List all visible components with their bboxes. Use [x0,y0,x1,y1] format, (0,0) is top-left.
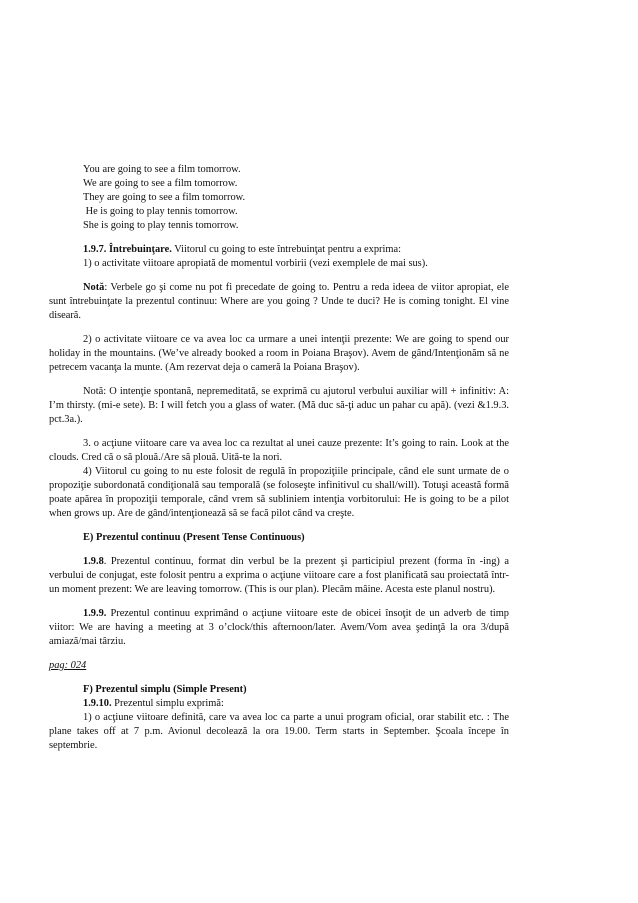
section-1-9-10 [49,697,509,711]
section-1-9-7 [49,243,509,271]
note-paragraph [49,281,509,323]
list-item: 3. o acţiune viitoare care va avea loc ca rezultat al unei cauze prezente: It’s going to rain. Look at the clouds. Cred că o să plouă./Are să plouă. Uită-te la nori. [49,438,509,463]
example-line: You are going to see a film tomorrow. [83,164,241,175]
list-item: 2) o activitate viitoare ce va avea loc ca urmare a unei intenţii prezente: We are going to spend our holiday in the mountains. (We’ve already booked a room in Poiana Braşov). Avem de gând/Intenţionăm să ne petrecem vacanţa la munte. (Am rezervat deja o cameră la Poiana Braşov). [49,334,509,373]
note-paragraph: Notă: O intenţie spontană, nepremeditată, se exprimă cu ajutorul verbului auxiliar will + infinitiv: A: I’m thirsty. (mi-e sete). B: I will fetch you a glass of water. (Mă duc să-ţi aduc un pahar cu apă). (vezi &1.9.3. pct.3a.). [49,386,509,425]
section-1-9-9 [49,607,509,649]
document-page [49,163,509,753]
note-label: Notă [83,282,105,293]
section-text: . Prezentul continuu, format din verbul be la prezent şi participiul prezent (forma în -ing) a verbului de conjugat, este folosit pentru a exprima o acţiune viitoare care a fost planificată sau proiectată într-un moment prezent: We are leaving tomorrow. (This is our plan). Plecăm mâine. Acesta este planul nostru). [49,556,509,595]
note-text: : Verbele go şi come nu pot fi precedate de going to. Pentru a reda ideea de viitor apropiat, ele sunt întrebuinţate la prezentul continuu: Where are you going ? Unde te duci? He is coming tonight. El vine diseară. [49,282,509,321]
list-item: 1) o activitate viitoare apropiată de momentul vorbirii (vezi exemplele de mai sus). [83,258,428,269]
section-text: Prezentul continuu exprimând o acţiune viitoare este de obicei însoţit de un adverb de timp viitor: We are having a meeting at 3 o’clock/this afternoon/later. Avem/Vom avea şedinţă la ora 3/după amiază/mai târziu. [49,608,509,647]
section-number: 1.9.8 [83,556,104,567]
section-text: Viitorul cu going to este întrebuinţat pentru a exprima: [171,244,401,255]
example-line: He is going to play tennis tomorrow. [83,206,238,217]
list-item: 1) o acţiune viitoare definită, care va avea loc ca parte a unui program oficial, orar stabilit etc. : The plane takes off at 7 p.m. Avionul decolează la ora 19.00. Term starts in September. Şcoala începe în septembrie. [49,712,509,751]
page-number-link[interactable]: pag: 024 [49,660,87,671]
section-1-9-8 [49,555,509,597]
section-number: 1.9.10. [83,698,112,709]
example-line: She is going to play tennis tomorrow. [83,220,239,231]
section-number: 1.9.7. Întrebuinţare. [83,244,172,255]
section-number: 1.9.9. [83,608,107,619]
section-heading: F) Prezentul simplu (Simple Present) [83,684,247,695]
example-line: We are going to see a film tomorrow. [83,178,238,189]
section-text: Prezentul simplu exprimă: [111,698,224,709]
examples-block [49,163,509,233]
example-line: They are going to see a film tomorrow. [83,192,246,203]
section-heading: E) Prezentul continuu (Present Tense Continuous) [83,532,305,543]
list-item: 4) Viitorul cu going to nu este folosit de regulă în propoziţiile principale, când ele sunt urmate de o propoziţie subordonată condiţională sau temporală (se foloseşte infinitivul cu shall/will). Totuşi această formă poate apărea în propoziţii temporale, când vrem să subliniem intenţia vorbitorului: He is going to be a pilot when grows up. Are de gând/intenţionează să se facă pilot când va creşte. [49,466,509,519]
